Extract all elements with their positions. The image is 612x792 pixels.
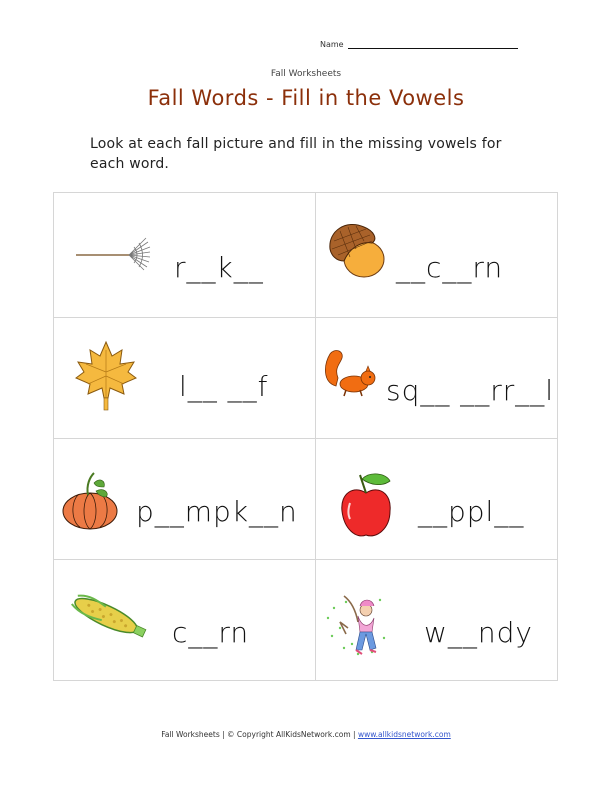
squirrel-icon [322,348,384,398]
word-puzzle: __c__rn [396,251,504,284]
corn-icon [62,588,152,644]
page-title: Fall Words - Fill in the Vowels [147,86,465,110]
item-cell-squirrel [316,318,557,439]
name-label: Name [320,40,344,49]
item-cell-apple [316,439,557,560]
worksheet-category: Fall Worksheets [270,69,342,79]
item-cell-rake [54,193,316,318]
word-puzzle: w__ndy [424,616,533,649]
word-puzzle: r__k__ [174,251,264,284]
footer-website-link[interactable]: www.allkidsnetwork.com [357,730,451,739]
word-puzzle: c__rn [172,616,250,649]
acorn-icon [326,221,386,279]
item-cell-windy [316,560,557,680]
name-line[interactable] [348,39,518,49]
windy-girl-icon [322,588,390,660]
footer [0,730,612,739]
item-cell-leaf [54,318,316,439]
word-puzzle: sq__ __rr__l [386,374,555,407]
word-puzzle: l__ __f [179,370,269,403]
word-puzzle: __ppl__ [418,495,525,528]
item-cell-corn [54,560,316,680]
name-field[interactable] [320,39,518,49]
apple-icon [338,471,398,541]
instructions: Look at each fall picture and fill in the missing vowels for each word. [90,136,502,172]
worksheet-grid [53,192,558,681]
item-cell-acorn [316,193,557,318]
rake-icon [74,233,154,273]
maple-leaf-icon [74,340,138,412]
word-puzzle: p__mpk__n [136,495,298,528]
footer-copyright: Fall Worksheets | © Copyright AllKidsNetwork.com | [161,730,358,739]
pumpkin-icon [60,469,122,531]
item-cell-pumpkin [54,439,316,560]
